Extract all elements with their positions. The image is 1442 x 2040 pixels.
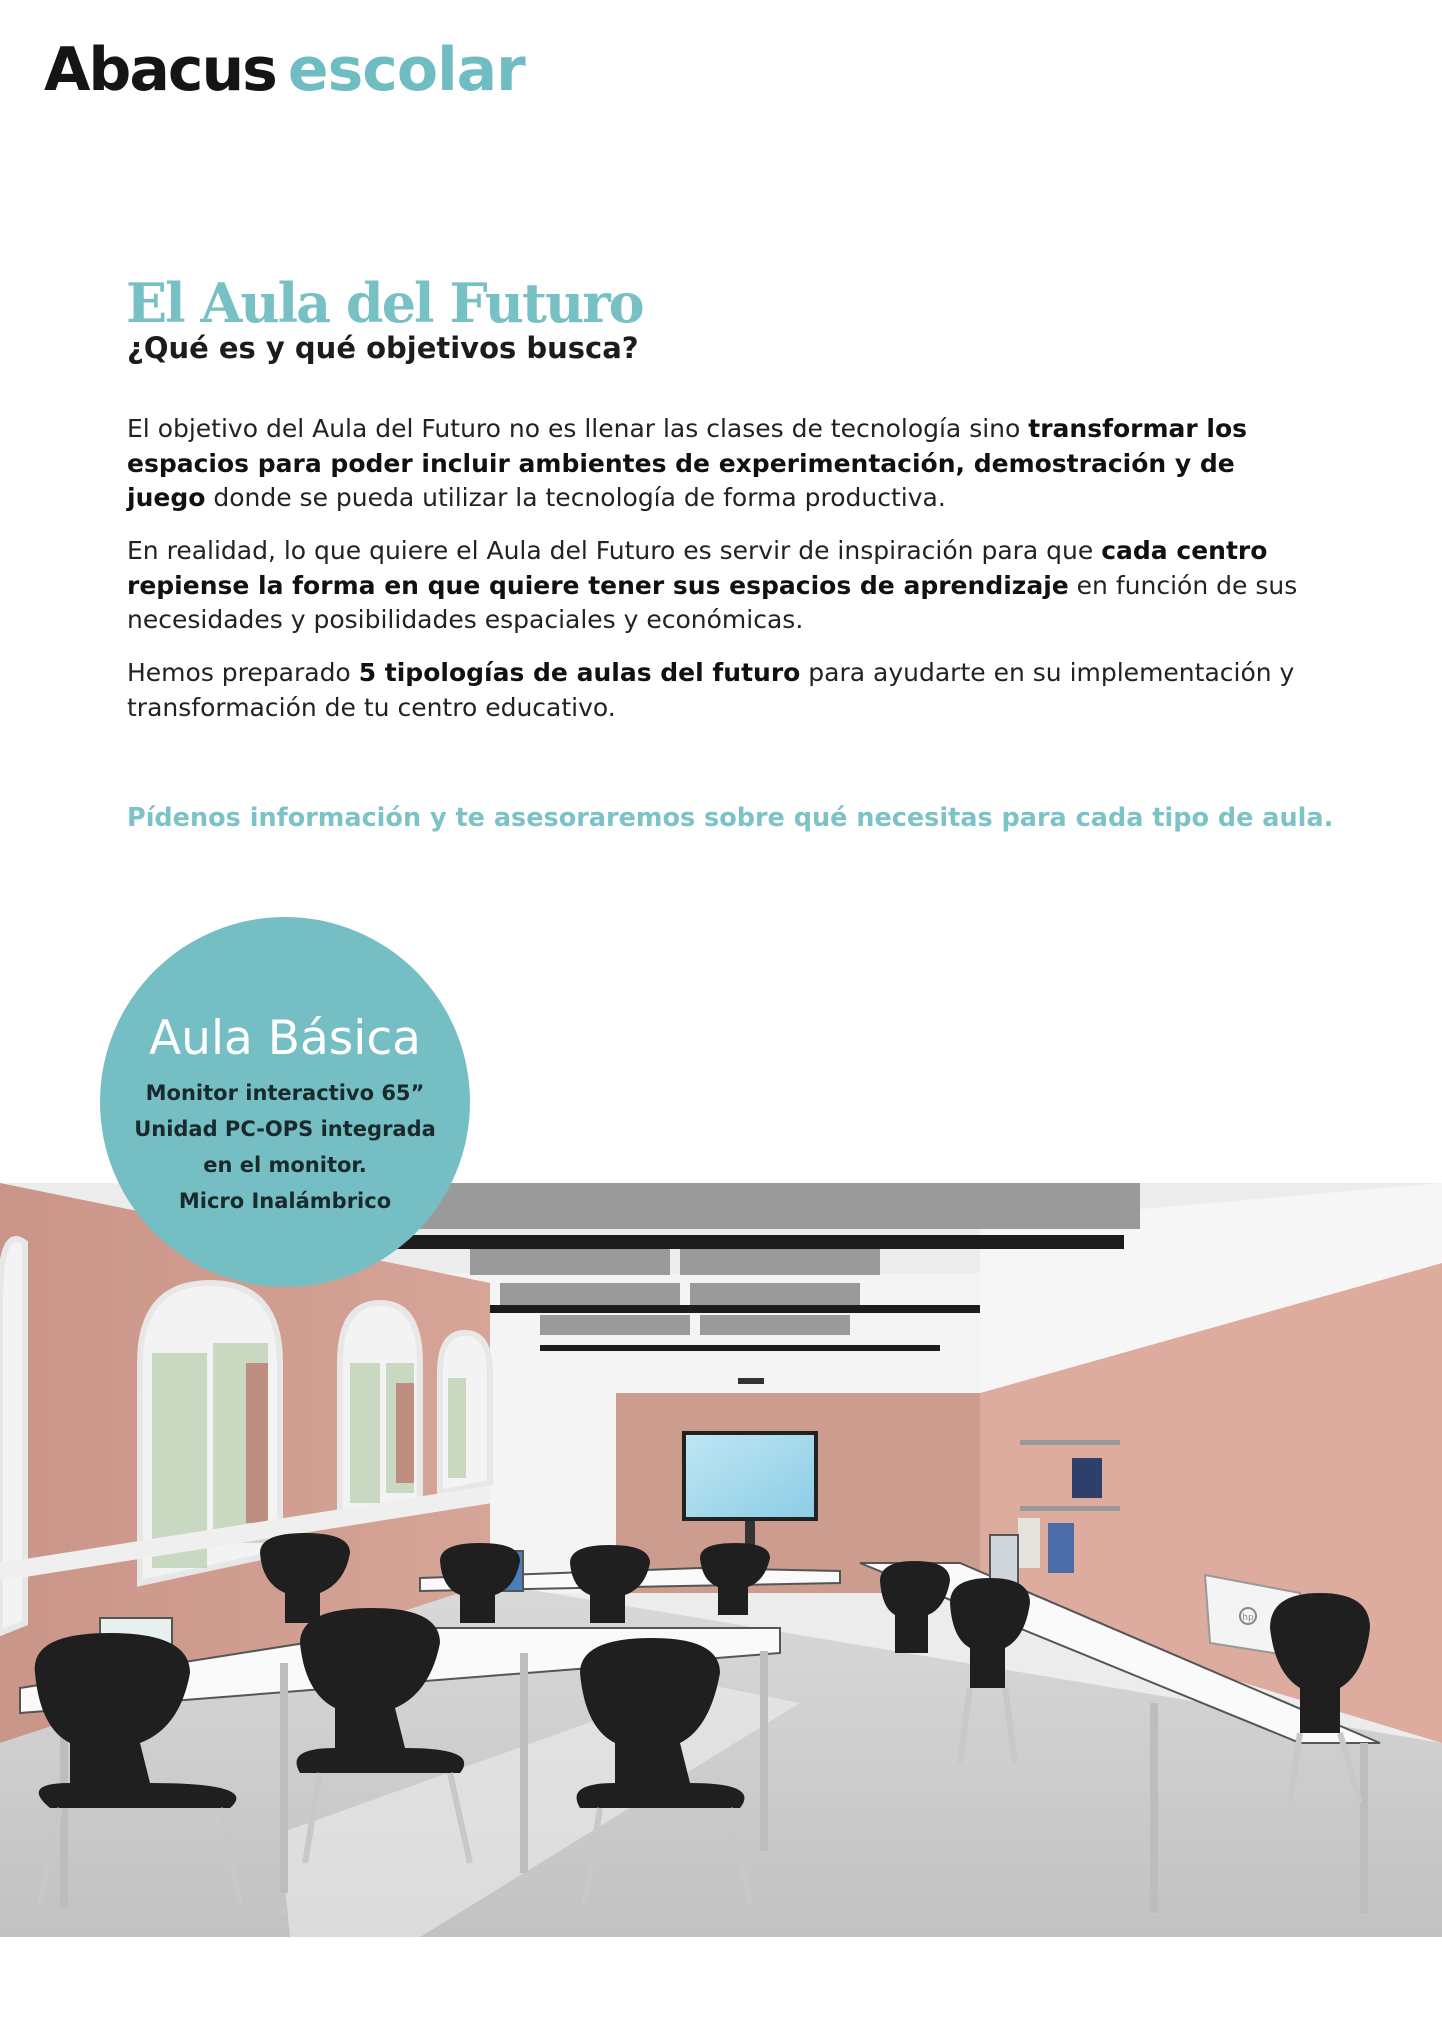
paragraph-text: donde se pueda utilizar la tecnología de forma productiva. <box>205 483 946 512</box>
brand-name-part2: escolar <box>287 35 525 105</box>
paragraph-text: para ayudarte en su implementación y transformación de tu centro educativo. <box>127 658 1295 722</box>
paragraph-highlight: transformar los espacios para poder incluir ambientes de experimentación, demostración y de juego <box>127 414 1248 512</box>
intro-paragraph-3 <box>127 656 1307 725</box>
paragraph-text: en función de sus necesidades y posibilidades espaciales y económicas. <box>127 570 1298 634</box>
badge-feature: en el monitor. <box>203 1153 367 1177</box>
brand-logo <box>44 30 525 110</box>
svg-text:hp: hp <box>1242 1613 1254 1623</box>
aula-basica-badge <box>100 917 470 1287</box>
intro-paragraph-1 <box>127 412 1307 516</box>
page-title: El Aula del Futuro <box>126 271 643 336</box>
page-subtitle: ¿Qué es y qué objetivos busca? <box>127 331 639 366</box>
intro-paragraph-2 <box>127 534 1307 638</box>
paragraph-highlight: cada centro repiense la forma en que quiere tener sus espacios de aprendizaje <box>127 536 1268 600</box>
paragraph-text: Hemos preparado <box>127 658 359 687</box>
paragraph-highlight: 5 tipologías de aulas del futuro <box>358 658 801 687</box>
paragraph-text: El objetivo del Aula del Futuro no es llenar las clases de tecnología sino <box>127 414 1029 443</box>
badge-feature: Micro Inalámbrico <box>178 1189 392 1213</box>
badge-feature-list <box>100 1075 470 1219</box>
brand-name-part1: Abacus <box>44 35 276 105</box>
call-to-action: Pídenos información y te asesoraremos sobre qué necesitas para cada tipo de aula. <box>127 803 1334 833</box>
classroom-photo <box>0 1183 1442 1937</box>
badge-feature: Monitor interactivo 65” <box>145 1081 425 1105</box>
paragraph-text: En realidad, lo que quiere el Aula del Futuro es servir de inspiración para que <box>127 536 1102 565</box>
badge-feature: Unidad PC-OPS integrada <box>134 1117 436 1141</box>
badge-title: Aula Básica <box>149 1011 421 1066</box>
